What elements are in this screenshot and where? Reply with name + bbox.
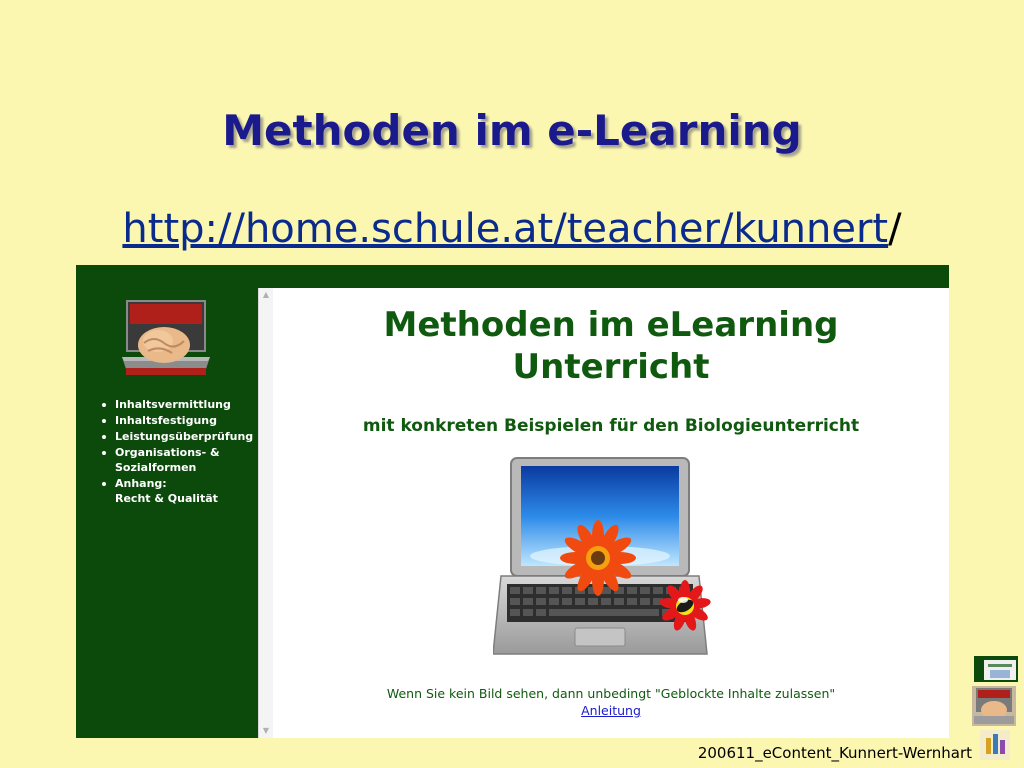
- instructions-link-wrapper: [273, 703, 949, 718]
- website-main-content: [273, 288, 949, 738]
- slide-footer: 200611_eContent_Kunnert-Wernhart: [697, 744, 972, 762]
- sidebar-item-inhaltsvermittlung[interactable]: [100, 397, 253, 412]
- blocked-content-notice: Wenn Sie kein Bild sehen, dann unbedingt "Geblockte Inhalte zulassen": [386, 686, 836, 701]
- sidebar-item-label: Anhang:: [115, 477, 167, 490]
- sidebar-item-anhang[interactable]: [100, 476, 253, 506]
- thumbnail-website-image: [974, 656, 1018, 682]
- sidebar-item-label-line2: Recht & Qualität: [115, 492, 218, 505]
- slide-title: Methoden im e-Learning: [222, 106, 802, 155]
- thumbnail-logo-small-image: [980, 730, 1010, 760]
- website-sidebar: [76, 265, 258, 738]
- instructions-link[interactable]: Anleitung: [581, 703, 641, 718]
- website-scrollbar[interactable]: [258, 288, 273, 738]
- main-heading-line2: Unterricht: [512, 347, 710, 387]
- sidebar-item-organisationsformen[interactable]: [100, 445, 253, 475]
- scroll-down-arrow-icon[interactable]: ▼: [262, 726, 270, 735]
- sidebar-item-label: Inhaltsfestigung: [115, 414, 217, 427]
- main-heading-line1: Methoden im eLearning: [383, 305, 839, 345]
- website-screenshot: [76, 265, 949, 738]
- scroll-up-arrow-icon[interactable]: ▲: [262, 290, 270, 299]
- main-subheading: mit konkreten Beispielen für den Biologieunterricht: [362, 416, 860, 436]
- slide-url-trailing: /: [888, 206, 902, 252]
- sidebar-nav: [100, 397, 253, 507]
- sidebar-item-label: Organisations- &: [115, 446, 220, 459]
- sidebar-item-label-line2: Sozialformen: [115, 461, 197, 474]
- slide-url: [0, 206, 1024, 252]
- thumbnail-logo-image: [972, 686, 1016, 726]
- main-heading: [273, 304, 949, 388]
- arge-logo-image: [122, 295, 210, 377]
- sidebar-item-label: Leistungsüberprüfung: [115, 430, 254, 443]
- sidebar-item-leistungsueberpruefung[interactable]: [100, 429, 253, 444]
- sidebar-item-label: Inhaltsvermittlung: [115, 398, 231, 411]
- sidebar-item-inhaltsfestigung[interactable]: [100, 413, 253, 428]
- laptop-with-flowers-image: [493, 456, 733, 666]
- slide-url-link[interactable]: http://home.schule.at/teacher/kunnert: [122, 206, 889, 252]
